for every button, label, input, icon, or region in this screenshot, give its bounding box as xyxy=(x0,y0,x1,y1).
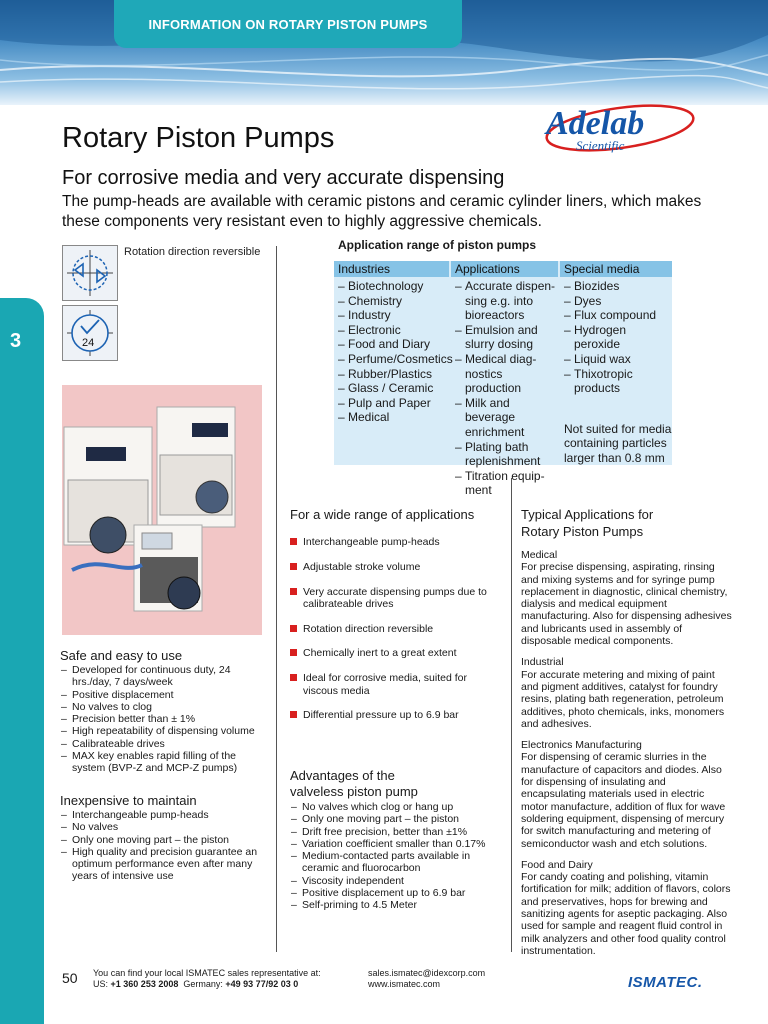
list-item: – Emulsion and slurry dosing xyxy=(451,323,558,352)
column-header: Applications xyxy=(451,261,558,277)
special-media-column xyxy=(560,261,672,466)
contact-info xyxy=(93,968,321,990)
advantages-section xyxy=(290,768,505,912)
list-item: – Perfume/Cosmetics xyxy=(334,352,449,367)
list-item: – Drift free precision, better than ±1% xyxy=(290,826,505,838)
section-heading: Inexpensive to maintain xyxy=(60,793,197,808)
list-item: Rotation direction reversible xyxy=(290,623,500,635)
list-item: – Dyes xyxy=(560,294,672,309)
list-item: – Electronic xyxy=(334,323,449,338)
intro-text: The pump-heads are available with ceramic pistons and ceramic cylinder liners, which makes these components very resistant even to highly aggressive chemicals. xyxy=(62,193,702,230)
list-item: – Calibrateable drives xyxy=(60,738,270,750)
application-table-title: Application range of piston pumps xyxy=(338,238,536,252)
list-item: – High repeatability of dispensing volume xyxy=(60,725,270,737)
subsection-text: For precise dispensing, aspirating, rinsing and mixing systems and for syringe pump replacement in diagnostic, clinical chemistry, dialysis and medical equipment manufacturing. Also for dispensing adhesives and lubricants used in assembly of disposable medical components. xyxy=(521,561,732,648)
list-item: – Thixotropic products xyxy=(560,367,672,396)
page-subtitle: For corrosive media and very accurate dispensing xyxy=(62,167,505,189)
list-item: Ideal for corrosive media, suited for viscous media xyxy=(290,672,500,697)
subsection-text: For accurate metering and mixing of paint and pigment additives, catalyst for foundry resins, plating bath regeneration, petroleum additives, photo chemicals, inks, monomers and adhesives. xyxy=(521,668,725,730)
subsection-text: For candy coating and polishing, vitamin fortification for milk; addition of flavors, colors and preservatives, hops for brewing and sanitizing agents for aseptic packaging. Also used for sample and reagent fluid control in milk analyzers and other food quality control instrumentation. xyxy=(521,871,731,957)
list-item: – High quality and precision guarantee an optimum performance even after many years of intensive use xyxy=(60,846,270,883)
list-item: Differential pressure up to 6.9 bar xyxy=(290,709,500,721)
list-item: – Industry xyxy=(334,308,449,323)
list-item: – Biotechnology xyxy=(334,279,449,294)
contact-phones xyxy=(93,979,321,990)
list-item: – Biozides xyxy=(560,279,672,294)
list-item: – Milk and beverage enrichment xyxy=(451,396,558,440)
inexpensive-section xyxy=(60,793,270,883)
list-item: – Only one moving part – the piston xyxy=(290,813,505,825)
list-item: – Chemistry xyxy=(334,294,449,309)
us-phone[interactable]: +1 360 253 2008 xyxy=(110,979,179,989)
chapter-sidebar xyxy=(0,298,44,1024)
list-item: – Medical diag-nostics production xyxy=(451,352,558,396)
list-item: – Self-priming to 4.5 Meter xyxy=(290,899,505,911)
rotation-label: Rotation direction reversible xyxy=(124,246,261,258)
rotation-reversible-icon xyxy=(62,245,118,301)
subsection-heading: Electronics Manufacturing xyxy=(521,739,642,752)
subsection-text: For dispensing of ceramic slurries in the manufacture of capacitors and diodes. Also for dispensing of insulating and encapsulating materials used in electric motor manufacture, addition of flux for wave soldering equipment, dispensing of mercury for switch manufacturing and metering of semiconductor wash and etch solutions. xyxy=(521,751,726,850)
list-item: – Precision better than ± 1% xyxy=(60,713,270,725)
list-item: – Plating bath replenishment xyxy=(451,440,558,469)
subsection-heading: Medical xyxy=(521,549,558,561)
list-item: – Positive displacement up to 6.9 bar xyxy=(290,887,505,899)
list-item: – MAX key enables rapid filling of the system (BVP-Z and MCP-Z pumps) xyxy=(60,750,270,775)
pump-product-photo xyxy=(62,385,262,635)
germany-label: Germany: xyxy=(183,979,223,989)
list-item: – Food and Diary xyxy=(334,337,449,352)
list-item: – Rubber/Plastics xyxy=(334,367,449,382)
list-item: – Titration equip-ment xyxy=(451,469,558,498)
industries-column xyxy=(334,261,453,425)
safe-easy-section xyxy=(60,648,270,775)
section-heading: Typical Applications for Rotary Piston Pumps xyxy=(521,507,654,539)
list-item: – Variation coefficient smaller than 0.17% xyxy=(290,838,505,850)
list-item: – Interchangeable pump-heads xyxy=(60,809,270,821)
germany-phone[interactable]: +49 93 77/92 03 0 xyxy=(225,979,299,989)
application-range-table xyxy=(334,261,672,498)
column-divider xyxy=(276,246,277,952)
list-item: Interchangeable pump-heads xyxy=(290,536,500,548)
svg-text:Adelab: Adelab xyxy=(546,105,645,142)
column-header: Industries xyxy=(334,261,449,277)
list-item: – Positive displacement xyxy=(60,689,270,701)
list-item: – Viscosity independent xyxy=(290,875,505,887)
subsection-heading: Food and Dairy xyxy=(521,858,593,871)
svg-text:24: 24 xyxy=(82,337,95,349)
list-item: – Accurate dispen-sing e.g. into bioreactors xyxy=(451,279,558,323)
page-title: Rotary Piston Pumps xyxy=(62,122,335,154)
email-link[interactable]: sales.ismatec@idexcorp.com xyxy=(368,968,486,978)
list-item: Adjustable stroke volume xyxy=(290,561,500,573)
list-item: – No valves which clog or hang up xyxy=(290,801,505,813)
column-header: Special media xyxy=(560,261,672,277)
continuous-duty-24-icon xyxy=(62,305,118,361)
list-item: – Hydrogen peroxide xyxy=(560,323,672,352)
adelab-logo-mark xyxy=(540,98,700,160)
contact-line: You can find your local ISMATEC sales representative at: xyxy=(93,968,321,978)
typical-applications-section xyxy=(521,506,733,957)
wide-range-heading: For a wide range of applications xyxy=(290,507,475,522)
list-item: – No valves xyxy=(60,821,270,833)
web-contact xyxy=(368,968,485,990)
us-label: US: xyxy=(93,979,109,989)
applications-column xyxy=(451,261,558,498)
section-heading: Advantages of the valveless piston pump xyxy=(290,768,418,799)
list-item: – Developed for continuous duty, 24 hrs./day, 7 days/week xyxy=(60,664,270,689)
adelab-logo xyxy=(540,98,700,165)
website-link[interactable]: www.ismatec.com xyxy=(368,979,441,989)
svg-text:Scientific: Scientific xyxy=(576,138,625,153)
ismatec-logo: ISMATEC. xyxy=(628,974,703,991)
wide-range-list xyxy=(290,536,500,734)
list-item: – No valves to clog xyxy=(60,701,270,713)
list-item: – Liquid wax xyxy=(560,352,672,367)
special-media-note: Not suited for media containing particles larger than 0.8 mm xyxy=(564,421,672,465)
page-number: 50 xyxy=(62,970,78,986)
list-item: – Glass / Ceramic xyxy=(334,381,449,396)
list-item: Chemically inert to a great extent xyxy=(290,647,500,659)
list-item: – Medium-contacted parts available in ceramic and fluorocarbon xyxy=(290,850,505,875)
section-tab: INFORMATION ON ROTARY PISTON PUMPS xyxy=(114,0,462,48)
list-item: – Pulp and Paper xyxy=(334,396,449,411)
list-item: Very accurate dispensing pumps due to calibrateable drives xyxy=(290,586,500,611)
list-item: – Only one moving part – the piston xyxy=(60,834,270,846)
column-divider xyxy=(511,478,512,952)
list-item: – Flux compound xyxy=(560,308,672,323)
chapter-number: 3 xyxy=(10,330,22,352)
subsection-heading: Industrial xyxy=(521,656,564,669)
list-item: – Medical xyxy=(334,410,449,425)
section-heading: Safe and easy to use xyxy=(60,648,183,663)
